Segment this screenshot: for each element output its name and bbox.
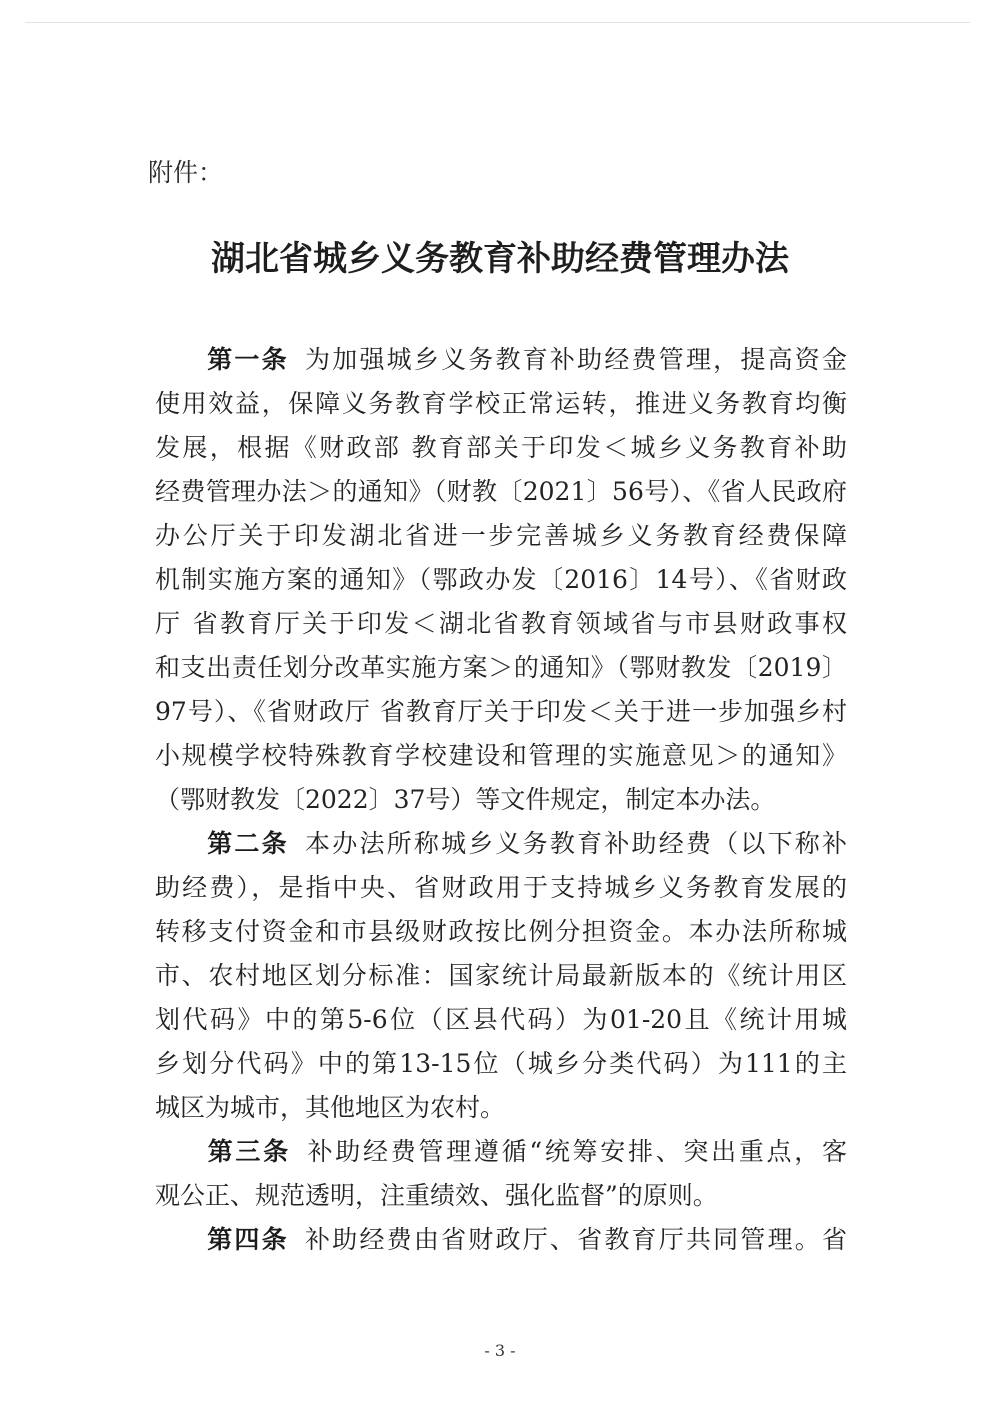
article-3-line-2: 观公正、规范透明，注重绩效、强化监督”的原则。 — [155, 1181, 718, 1210]
article-1-line-10: 小规模学校特殊教育学校建设和管理的实施意见＞的通知》 — [155, 741, 847, 770]
article-1-line-3: 发展，根据《财政部 教育部关于印发＜城乡义务教育补助 — [155, 433, 847, 462]
article-2-line-6: 乡划分代码》中的第13-15位（城乡分类代码）为111的主 — [155, 1049, 847, 1078]
article-1-line-7: 厅 省教育厅关于印发＜湖北省教育领域省与市县财政事权 — [155, 609, 847, 638]
article-3-heading: 第三条 — [205, 1137, 291, 1166]
attachment-label: 附件： — [148, 158, 224, 187]
article-2-line-3: 转移支付资金和市县级财政按比例分担资金。本办法所称城 — [155, 917, 847, 946]
article-1-line-9: 97号）、《省财政厅 省教育厅关于印发＜关于进一步加强乡村 — [155, 697, 847, 726]
article-1-line-2: 使用效益，保障义务教育学校正常运转，推进义务教育均衡 — [155, 389, 847, 418]
article-2-line-5: 划代码》中的第5-6位（区县代码）为01-20且《统计用城 — [155, 1005, 847, 1034]
article-2-heading: 第二条 — [205, 829, 289, 858]
article-2-text-line: 本办法所称城乡义务教育补助经费（以下称补 — [302, 829, 847, 858]
article-1-line-6: 机制实施方案的通知》（鄂政办发〔2016〕14号）、《省财政 — [155, 565, 847, 594]
article-1-text-line: 为加强城乡义务教育补助经费管理，提高资金 — [302, 345, 847, 374]
scan-edge-line — [25, 22, 970, 23]
article-4-line-1 — [155, 1222, 847, 1258]
article-2-line-1 — [155, 826, 847, 862]
article-4-heading: 第四条 — [205, 1225, 289, 1254]
article-1-line-1 — [155, 342, 847, 378]
article-2-line-7: 城区为城市，其他地区为农村。 — [155, 1093, 506, 1122]
article-1-line-4: 经费管理办法＞的通知》（财教〔2021〕56号）、《省人民政府 — [155, 477, 847, 506]
article-1-line-8: 和支出责任划分改革实施方案＞的通知》（鄂财教发〔2019〕 — [155, 653, 847, 682]
article-1-line-5: 办公厅关于印发湖北省进一步完善城乡义务教育经费保障 — [155, 521, 847, 550]
article-2-line-4: 市、农村地区划分标准：国家统计局最新版本的《统计用区 — [155, 961, 847, 990]
page-number: - 3 - — [484, 1341, 516, 1360]
article-1-line-11: （鄂财教发〔2022〕37号）等文件规定，制定本办法。 — [155, 785, 776, 814]
article-3-line-1 — [155, 1134, 847, 1170]
article-2-line-2: 助经费），是指中央、省财政用于支持城乡义务教育发展的 — [155, 873, 847, 902]
article-4-text-line: 补助经费由省财政厅、省教育厅共同管理。省 — [302, 1225, 847, 1254]
article-3-text-line: 补助经费管理遵循“统筹安排、突出重点，客 — [304, 1137, 847, 1166]
article-1-heading: 第一条 — [205, 345, 289, 374]
document-title: 湖北省城乡义务教育补助经费管理办法 — [211, 239, 789, 279]
